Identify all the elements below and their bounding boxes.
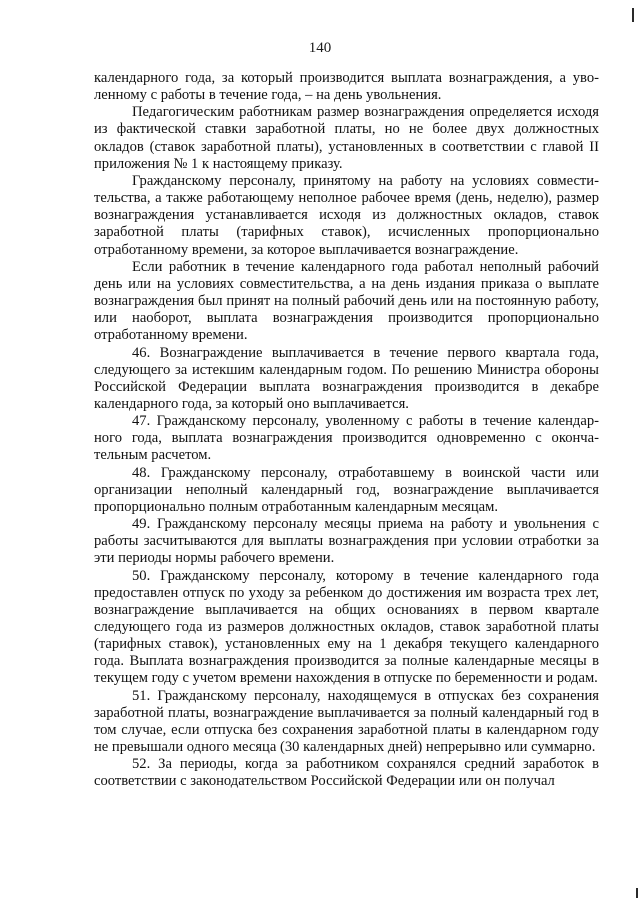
paragraph-50: 50. Гражданскому персоналу, которому в течение календарного года предоставлен отпуск по уходу за ребенком до достижения им возраста трех лет, вознаграждение выплачивается на общих основаниях в первом квартале следующего года из размеров должностных окладов, ставок заработной платы (тарифных ставок), установленных ему на 1 декабря текущего календарного года. Выплата вознаграждения производится за полные календарные месяцы в текущем году с учетом времени нахождения в отпуске по беременности и родам. xyxy=(94,567,599,687)
scan-edge-mark xyxy=(632,8,634,22)
paragraph-part-time: Гражданскому персоналу, принятому на работу на условиях совместительства, а также работающему неполное рабочее время (день, неделю), размер вознаграждения устанавливается исходя из должностных окладов, ставок заработной платы (тарифных ставок), исчисленных пропорционально отработанному времени, за которое выплачивается вознаграждение. xyxy=(94,172,599,258)
paragraph-change-schedule: Если работник в течение календарного года работал неполный рабочий день или на условиях совместительства, а на день издания приказа о выплате вознаграждения был принят на полный рабочий день или на постоянную работу, или наоборот, выплата вознаграждения производится пропорционально отработанному времени. xyxy=(94,258,599,344)
paragraph-continuation: календарного года, за который производится выплата вознаграждения, а уволенному с работы в течение года, – на день увольнения. xyxy=(94,70,599,104)
paragraph-47: 47. Гражданскому персоналу, уволенному с работы в течение календарного года, выплата вознаграждения производится одновременно с окончательным расчетом. xyxy=(94,413,599,464)
paragraph-48: 48. Гражданскому персоналу, отработавшему в воинской части или организации неполный календарный год, вознаграждение выплачивается пропорционально полным отработанным календарным месяцам. xyxy=(94,464,599,515)
paragraph-51: 51. Гражданскому персоналу, находящемуся в отпусках без сохранения заработной платы, вознаграждение выплачивается за полный календарный год в том случае, если отпуска без сохранения заработной платы в календарном году не превышали одного месяца (30 календарных дней) непрерывно или суммарно. xyxy=(94,687,599,756)
page-number: 140 xyxy=(308,40,332,56)
paragraph-49: 49. Гражданскому персоналу месяцы приема на работу и увольнения с работы засчитываются для выплаты вознаграждения при условии отработки за эти периоды нормы рабочего времени. xyxy=(94,516,599,567)
document-body xyxy=(94,70,599,791)
scan-edge-mark xyxy=(636,888,638,898)
paragraph-teachers: Педагогическим работникам размер вознаграждения определяется исходя из фактической ставки заработной платы, но не более двух должностных окладов (ставок заработной платы), установленных в соответствии с главой II приложения № 1 к настоящему приказу. xyxy=(94,104,599,172)
paragraph-52: 52. За периоды, когда за работником сохранялся средний заработок в соответствии с законодательством Российской Федерации или он получал xyxy=(94,756,599,790)
paragraph-46: 46. Вознаграждение выплачивается в течение первого квартала года, следующего за истекшим календарным годом. По решению Министра обороны Российской Федерации выплата вознаграждения производится в декабре календарного года, за который оно выплачивается. xyxy=(94,344,599,412)
